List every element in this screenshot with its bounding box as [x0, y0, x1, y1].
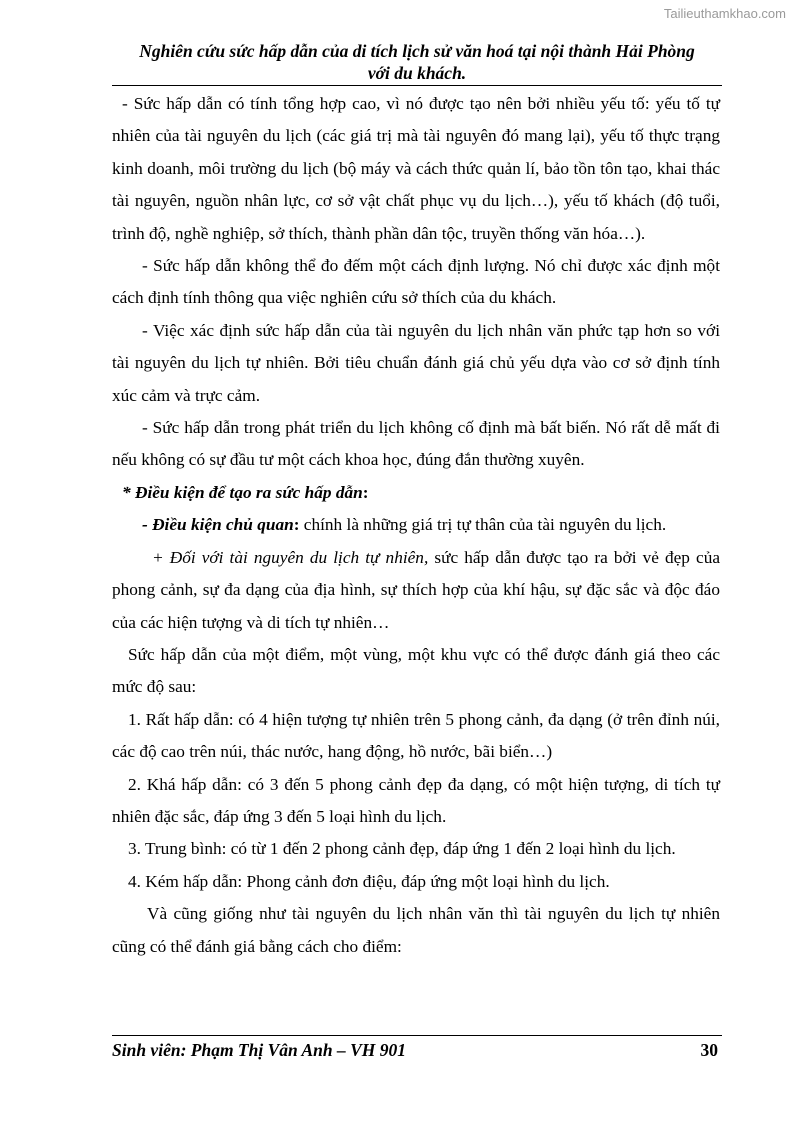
- header-divider: [112, 85, 722, 86]
- paragraph-composite-attraction: - Sức hấp dẫn có tính tổng hợp cao, vì nó được tạo nên bởi nhiều yếu tố: yếu tố tự nhiên của tài nguyên du lịch (các giá trị mà tài nguyên đó mang lại), yếu tố thực trạng kinh doanh, môi trường du lịch (bộ máy và cách thức quản lí, bảo tồn tôn tạo, khai thác tài nguyên, nguồn nhân lực, cơ sở vật chất phục vụ du lịch…), yếu tố khách (độ tuổi, trình độ, nghề nghiệp, sở thích, thành phần dân tộc, truyền thống văn hóa…).: [112, 94, 720, 243]
- section-heading: [112, 477, 720, 509]
- page-footer: [112, 1040, 722, 1061]
- list-item-less-attractive: 4. Kém hấp dẫn: Phong cảnh đơn điệu, đáp ứng một loại hình du lịch.: [128, 871, 610, 891]
- section-heading-colon: :: [362, 482, 369, 502]
- footer-student: Sinh viên: Phạm Thị Vân Anh – VH 901: [112, 1040, 407, 1060]
- footer-divider: [112, 1035, 722, 1036]
- natural-resources-paragraph: [112, 542, 720, 639]
- subjective-condition-colon: :: [293, 515, 300, 535]
- header-title-line1: Nghiên cứu sức hấp dẫn của di tích lịch sử văn hoá tại nội thành Hải Phòng: [139, 41, 695, 61]
- page-header: [112, 40, 722, 84]
- paragraph-scoring: Và cũng giống như tài nguyên du lịch nhân văn thì tài nguyên du lịch tự nhiên cũng có thể đánh giá bằng cách cho điểm:: [112, 904, 720, 956]
- list-item-very-attractive: 1. Rất hấp dẫn: có 4 hiện tượng tự nhiên trên 5 phong cảnh, đa dạng (ở trên đỉnh núi, các độ cao trên núi, thác nước, hang động, hồ nước, bãi biển…): [112, 709, 720, 762]
- paragraph-investment: - Sức hấp dẫn trong phát triển du lịch không cố định mà bất biến. Nó rất dễ mất đi nếu không có sự đầu tư một cách khoa học, đúng đắn thường xuyên.: [112, 418, 720, 470]
- subjective-condition-label: - Điều kiện chủ quan: [142, 515, 294, 535]
- list-item-quite-attractive: 2. Khá hấp dẫn: có 3 đến 5 phong cảnh đẹp đa dạng, có một hiện tượng, di tích tự nhiên đặc sắc, đáp ứng 3 đến 5 loại hình du lịch.: [112, 774, 720, 826]
- subjective-condition: [112, 509, 720, 541]
- list-item-average: 3. Trung bình: có từ 1 đến 2 phong cảnh đẹp, đáp ứng 1 đến 2 loại hình du lịch.: [128, 839, 676, 859]
- page-number: 30: [700, 1040, 718, 1060]
- subjective-condition-text: chính là những giá trị tự thân của tài nguyên du lịch.: [299, 515, 667, 535]
- section-heading-text: * Điều kiện để tạo ra sức hấp dẫn: [122, 482, 363, 502]
- document-body: [112, 88, 720, 963]
- header-title-line2: với du khách.: [367, 63, 467, 83]
- paragraph-evaluation-levels: Sức hấp dẫn của một điểm, một vùng, một khu vực có thể được đánh giá theo các mức độ sau:: [112, 644, 720, 697]
- natural-resources-text: sức hấp dẫn được tạo ra bởi vẻ đẹp của phong cảnh, sự đa dạng của địa hình, sự thích hợp của khí hậu, sự đặc sắc và độc đáo của các hiện tượng và di tích tự nhiên…: [112, 547, 721, 632]
- paragraph-cultural-resources: - Việc xác định sức hấp dẫn của tài nguyên du lịch nhân văn phức tạp hơn so với tài nguyên du lịch tự nhiên. Bởi tiêu chuẩn đánh giá chủ yếu dựa vào cơ sở định tính xúc cảm và trực cảm.: [112, 320, 720, 405]
- watermark: Tailieuthamkhao.com: [663, 6, 786, 21]
- natural-resources-label: + Đối với tài nguyên du lịch tự nhiên,: [152, 547, 429, 567]
- paragraph-qualitative: - Sức hấp dẫn không thể đo đếm một cách định lượng. Nó chỉ được xác định một cách định tính thông qua việc nghiên cứu sở thích của du khách.: [112, 256, 720, 308]
